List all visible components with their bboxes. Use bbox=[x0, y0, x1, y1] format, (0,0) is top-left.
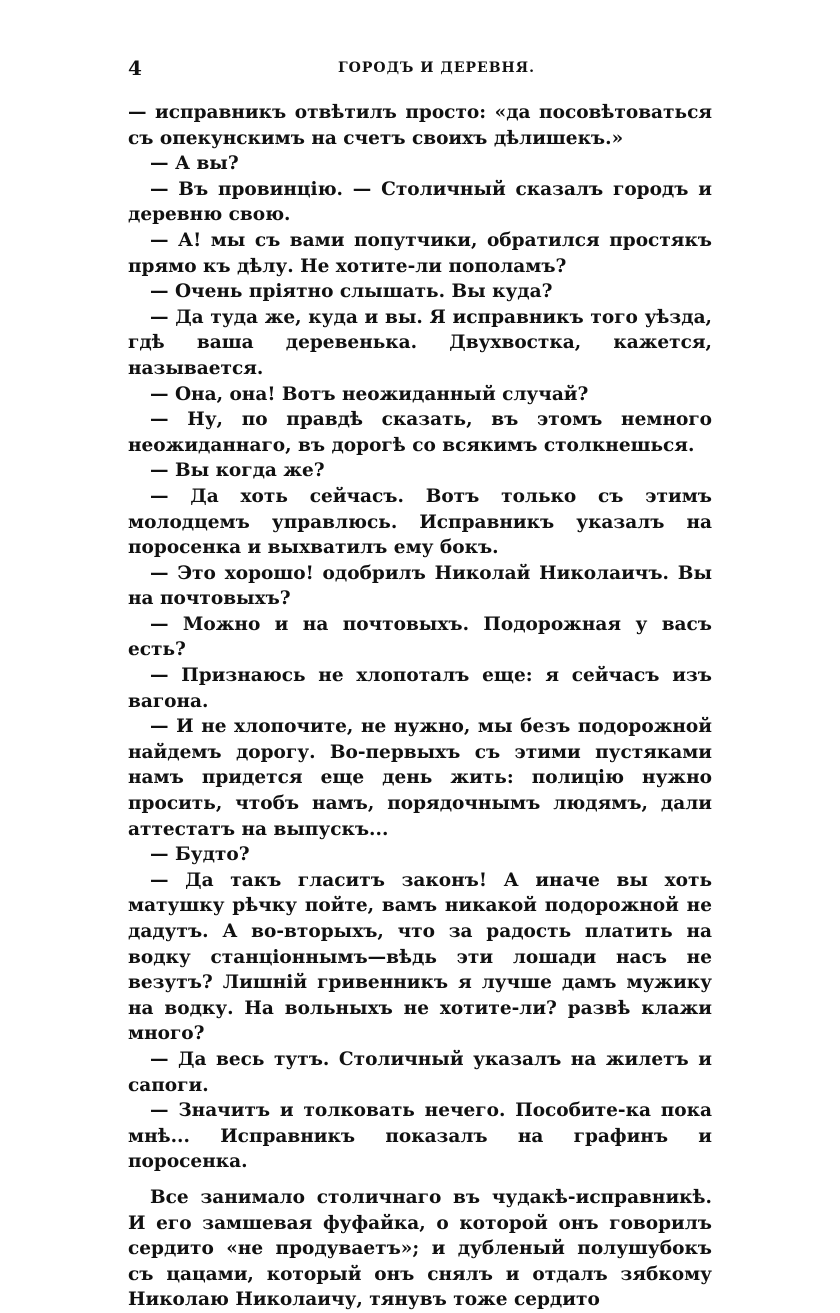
paragraph: — Да такъ гласитъ законъ! А иначе вы хоть матушку рѣчку пойте, вамъ никакой подорожной не дадутъ. А во-вторыхъ, что за радость платить на водку станціоннымъ—вѣдь эти лошади насъ не везутъ? Лишній гривенникъ я лучше дамъ мужику на водку. На вольныхъ не хотите-ли? развѣ клажи много? bbox=[128, 869, 712, 1045]
paragraph: — Да хоть сейчасъ. Вотъ только съ этимъ молодцемъ управлюсь. Исправникъ указалъ на поросенка и выхватилъ ему бокъ. bbox=[128, 485, 712, 559]
paragraph: — Вы когда же? bbox=[150, 460, 325, 482]
paragraph: — Это хорошо! одобрилъ Николай Николаичъ. Вы на почтовыхъ? bbox=[128, 562, 712, 610]
paragraph: — Признаюсь не хлопоталъ еще: я сейчасъ изъ вагона. bbox=[128, 665, 712, 712]
paragraph: — А вы? bbox=[150, 153, 239, 175]
running-title: ГОРОДЪ И ДЕРЕВНЯ. bbox=[338, 60, 535, 76]
paragraph: Все занимало столичнаго въ чудакѣ-исправникѣ. И его замшевая фуфайка, о которой онъ говорилъ сердито «не продуваетъ»; и дубленый полушубокъ съ цацами, который онъ снялъ и отдалъ зябкому Николаю Николаичу, тянувъ тоже сердито bbox=[128, 1186, 712, 1311]
paragraph: — Можно и на почтовыхъ. Подорожная у васъ есть? bbox=[128, 613, 712, 661]
paragraph: — Будто? bbox=[150, 844, 250, 866]
paragraph: — Очень пріятно слышать. Вы куда? bbox=[150, 281, 553, 303]
paragraph: — Да весь тутъ. Столичный указалъ на жилетъ и сапоги. bbox=[128, 1048, 712, 1096]
body-text bbox=[128, 100, 712, 1313]
paragraph: — Да туда же, куда и вы. Я исправникъ того уѣзда, гдѣ ваша деревенька. Двухвостка, кажется, называется. bbox=[128, 306, 712, 379]
page-number: 4 bbox=[128, 56, 142, 80]
paragraph: — Ну, по правдѣ сказать, въ этомъ немного неожиданнаго, въ дорогѣ со всякимъ столкнешься. bbox=[128, 409, 712, 456]
paragraph: — Значитъ и толковать нечего. Пособите-ка пока мнѣ... Исправникъ показалъ на графинъ и поросенка. bbox=[128, 1100, 712, 1173]
paragraph: — Она, она! Вотъ неожиданный случай? bbox=[150, 383, 589, 405]
paragraph: — исправникъ отвѣтилъ просто: «да посовѣтоваться съ опекунскимъ на счетъ своихъ дѣлишекъ.» bbox=[128, 102, 712, 149]
paragraph: — И не хлопочите, не нужно, мы безъ подорожной найдемъ дорогу. Во-первыхъ съ этими пустяками намъ придется еще день жить: полицію нужно просить, чтобъ намъ, порядочнымъ людямъ, дали аттестатъ на выпускъ... bbox=[128, 716, 712, 840]
page-header bbox=[128, 56, 712, 86]
paragraph: — Въ провинцію. — Столичный сказалъ городъ и деревню свою. bbox=[128, 178, 712, 226]
paragraph: — А! мы съ вами попутчики, обратился простякъ прямо къ дѣлу. Не хотите-ли пополамъ? bbox=[128, 229, 712, 277]
